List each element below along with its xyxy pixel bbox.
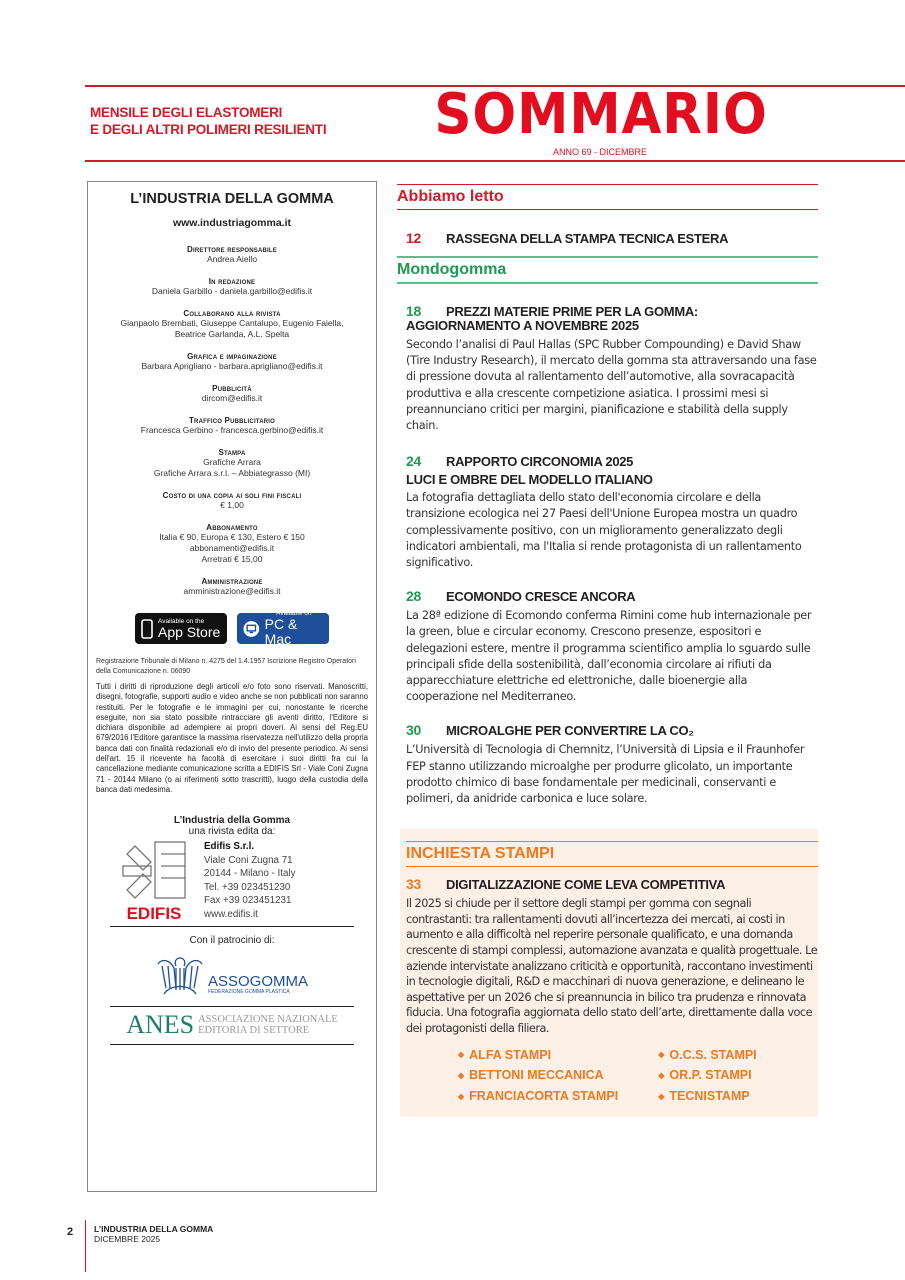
company-item: [458, 1065, 618, 1086]
article-summary: L’Università di Tecnologia di Chemnitz, l’Università di Lipsia e il Fraunhofer FEP stanno utilizzando microalghe per produrre glicolato, un importante prodotto chimico di base fondamentale per medicinali, conservanti e polimeri, da anidride carbonica e luce solare.: [406, 743, 805, 806]
eagle-icon: [156, 954, 204, 996]
tagline-line-1: MENSILE DEGLI ELASTOMERI: [90, 105, 283, 120]
footer-info: [94, 1224, 213, 1244]
section-label: Direttore responsabile: [187, 245, 277, 254]
bullet-icon: ◆: [658, 1050, 665, 1060]
app-store-big: App Store: [158, 623, 221, 640]
section-abbiamo-letto: Abbiamo letto: [397, 184, 818, 210]
publisher-city: 20144 - Milano - Italy: [204, 868, 296, 880]
section-value: Grafiche Arrara: [203, 457, 261, 467]
section-inchiesta-stampi: INCHIESTA STAMPI: [406, 841, 818, 867]
footer-rule: [85, 1220, 86, 1272]
company-item: [658, 1065, 756, 1086]
registration-text: Registrazione Tribunale di Milano n. 4275 del 1.4.1957 Iscrizione Registro Operatori della Comunicazione n. 06090: [96, 658, 356, 675]
header-bottom-rule: [85, 160, 905, 162]
page-number: 33: [406, 876, 421, 893]
publisher-website[interactable]: www.edifis.it: [204, 908, 258, 920]
section-value: Grafiche Arrara s.r.l. – Abbiategrasso (MI): [153, 468, 311, 478]
company-lists: [458, 1045, 818, 1107]
article-12[interactable]: [406, 231, 818, 246]
section-label: Abbonamento: [206, 523, 258, 532]
section-label: Pubblicità: [212, 384, 252, 393]
page-number: 12: [406, 230, 421, 246]
section-value: Andrea Aiello: [206, 254, 258, 264]
article-title: RASSEGNA DELLA STAMPA TECNICA ESTERA: [446, 231, 729, 246]
bullet-icon: ◆: [458, 1050, 465, 1060]
company-name: ALFA STAMPI: [469, 1047, 552, 1062]
page-number: 24: [406, 453, 421, 470]
app-store-button[interactable]: [135, 613, 227, 644]
divider: [110, 1006, 354, 1007]
article-title: DIGITALIZZAZIONE COME LEVA COMPETITIVA: [446, 877, 726, 893]
website-link[interactable]: www.industriagomma.it: [172, 217, 292, 229]
bullet-icon: ◆: [658, 1091, 665, 1101]
magazine-tagline: [90, 104, 326, 138]
article-title-2: LUCI E OMBRE DEL MODELLO ITALIANO: [406, 472, 653, 488]
company-list-right: [658, 1045, 756, 1107]
section-value: dircom@edifis.it: [201, 393, 263, 403]
article-title: PREZZI MATERIE PRIME PER LA GOMMA:: [446, 304, 698, 319]
company-list-left: [458, 1045, 618, 1107]
colophon-section: [88, 577, 376, 597]
issue-label: ANNO 69 - DICEMBRE: [552, 147, 648, 157]
publisher-subtitle: una rivista edita da:: [188, 826, 276, 838]
colophon-section: [88, 384, 376, 404]
monitor-icon: [243, 620, 260, 638]
article-title: RAPPORTO CIRCONOMIA 2025: [446, 454, 634, 470]
page-number: 28: [406, 588, 421, 605]
contents-column: [397, 184, 818, 1117]
article-title-2: AGGIORNAMENTO A NOVEMBRE 2025: [406, 318, 639, 333]
publisher-address: Viale Coni Zugna 71: [204, 854, 293, 866]
divider: [110, 1044, 354, 1045]
section-label: Amministrazione: [201, 577, 263, 586]
article-18[interactable]: [406, 304, 818, 434]
edifis-logo: [118, 840, 190, 922]
section-value: abbonamenti@edifis.it: [189, 543, 275, 553]
bullet-icon: ◆: [458, 1071, 465, 1081]
page-number: 30: [406, 722, 421, 739]
company-name: OR.P. STAMPI: [669, 1068, 752, 1083]
anes-sub-2: EDITORIA DI SETTORE: [198, 1025, 310, 1037]
section-label: In redazione: [208, 277, 256, 286]
section-value: € 1,00: [220, 500, 244, 510]
section-label: Stampa: [218, 448, 246, 457]
pc-mac-big: PC & Mac: [264, 616, 298, 647]
company-item: [458, 1086, 618, 1107]
assogomma-subtitle: FEDERAZIONE GOMMA PLASTICA: [207, 989, 290, 996]
company-name: TECNISTAMP: [669, 1089, 750, 1104]
section-mondogomma: Mondogomma: [397, 256, 818, 284]
section-label: Costo di una copia ai soli fini fiscali: [162, 491, 302, 500]
colophon-section: [88, 309, 376, 340]
colophon-section: [88, 245, 376, 265]
edifis-logo-text: EDIFIS: [126, 904, 182, 924]
section-value: Beatrice Garlanda, A.L. Spelta: [174, 329, 290, 339]
article-summary: Secondo l’analisi di Paul Hallas (SPC Rubber Compounding) e David Shaw (Tire Industry Research), il mercato della gomma sta attraversando una fase di pressione dovuta al rallentamento dell’automotive, alla sovracapacità produttiva e alla crescente competizione asiatica. I prossimi mesi si preannunciano critici per margini, pianificazione e stabilità della supply chain.: [406, 338, 817, 433]
article-summary: Il 2025 si chiude per il settore degli stampi per gomma con segnali contrastanti: tra rallentamenti dovuti all’incertezza dei mercati, ai costi in aumento e alla difficoltà nel reperire personale qualificato, e una domanda crescente di stampi complessi, automazione avanzata e qualità progettuale. Le aziende intervistate analizzano criticità e opportunità, raccontano investimenti in tecnologie digitali, R&D e macchinari di nuova generazione, e delineano le aspettative per un 2026 che si preannuncia in bilico tra prudenza e rinnovata fiducia. Una fotografia aggiornata dello stato dell’arte, direttamente dalla voce dei protagonisti della filiera.: [406, 897, 818, 1036]
colophon-section: [88, 491, 376, 511]
phone-icon: [141, 619, 153, 639]
bullet-icon: ◆: [658, 1071, 665, 1081]
company-item: [458, 1045, 618, 1066]
section-value: Gianpaolo Brembati, Giuseppe Cantalupo, Eugenio Faiella,: [120, 318, 344, 328]
company-name: O.C.S. STAMPI: [669, 1047, 757, 1062]
article-33[interactable]: [406, 877, 818, 1036]
article-title: ECOMONDO CRESCE ANCORA: [446, 589, 636, 605]
assogomma-name: ASSOGOMMA: [207, 973, 308, 991]
section-label: Grafica e impaginazione: [187, 352, 277, 361]
company-name: BETTONI MECCANICA: [469, 1068, 604, 1083]
store-badges: [88, 610, 376, 647]
inchiesta-box: [400, 829, 818, 1116]
anes-sub-1: ASSOCIAZIONE NAZIONALE: [198, 1014, 338, 1026]
section-value: Arretrati € 15,00: [201, 554, 263, 564]
page-title: SOMMARIO: [434, 82, 768, 147]
colophon-section: [88, 352, 376, 372]
app-store-small: Available on the: [158, 617, 205, 625]
page-number: 2: [67, 1226, 74, 1238]
assogomma-logo: [88, 952, 376, 996]
company-item: [658, 1045, 756, 1066]
footer-magazine: L’INDUSTRIA DELLA GOMMA: [94, 1224, 214, 1234]
publisher-phone: Tel. +39 023451230: [204, 881, 291, 893]
article-summary: La fotografia dettagliata dello stato dell'economia circolare e della transizione ecologica nei 27 Paesi dell'Unione Europea mostra un quadro complessivamente positivo, con un miglioramento generalizzato degli indicatori ambientali, ma l'Italia si rende protagonista di un rallentamento significativo.: [406, 491, 802, 570]
company-name: FRANCIACORTA STAMPI: [469, 1089, 619, 1104]
section-value: Barbara Aprigliano - barbara.aprigliano@edifis.it: [141, 361, 323, 371]
colophon-box: [87, 181, 377, 1192]
colophon-title: L’INDUSTRIA DELLA GOMMA: [130, 191, 334, 207]
article-30[interactable]: [406, 723, 818, 807]
section-value: Daniela Garbillo - daniela.garbillo@edifis.it: [151, 286, 313, 296]
colophon-section: [88, 448, 376, 479]
pc-mac-small: Available on: [276, 610, 312, 617]
section-label: Traffico Pubblicitario: [188, 416, 276, 425]
publisher-fax: Fax +39 023451231: [204, 895, 292, 907]
section-value: Italia € 90, Europa € 130, Estero € 150: [159, 532, 305, 542]
tagline-line-2: E DEGLI ALTRI POLIMERI RESILIENTI: [90, 122, 327, 137]
section-value: Francesca Gerbino - francesca.gerbino@edifis.it: [140, 425, 324, 435]
company-item: [658, 1086, 756, 1107]
article-summary: La 28ª edizione di Ecomondo conferma Rimini come hub internazionale per la green, blue e circular economy. Crescono presenze, espositori e delegazioni estere, mentre il programma scientifico amplia lo sguardo sulle principali sfide della sostenibilità, dall’economia circolare ai rifiuti da apparecchiature elettriche ed elettroniche, dalle bioenergie alla cooperazione nel Mediterraneo.: [406, 609, 812, 704]
colophon-section: [88, 416, 376, 436]
anes-name: ANES: [126, 1010, 195, 1040]
anes-logo: [88, 1012, 376, 1038]
patronage-label: Con il patrocinio di:: [189, 935, 275, 947]
disclaimer-text: Tutti i diritti di riproduzione degli articoli e/o foto sono riservati. Manoscritti, disegni, fotografie, supporti audio e video anche se non pubblicati non saranno restituiti. Per le fotografie e le immagini per cui, nonostante le ricerche eseguite, non sia stato possibile rintracciare gli aventi diritto, l’Editore si dichiara disponibile ad adempiere ai propri doveri. Ai sensi del Reg.EU 679/2016 l'Editore garantisce la massima riservatezza nell'utilizzo della propria banca dati con finalità redazionali e/o di invio del presente periodico. Ai sensi dell'art. 15 il ricevente ha facoltà di esercitare i suoi diritti fra cui la cancellazione mediante comunicazione scritta a EDIFIS Srl - Viale Coni Zugna 71 - 20144 Milano (o ai riferimenti sotto trascritti), luogo della custodia della banca dati medesima.: [96, 682, 368, 794]
footer-date: DICEMBRE 2025: [94, 1234, 161, 1244]
section-value: amministrazione@edifis.it: [183, 586, 281, 596]
page-number: 18: [406, 303, 421, 319]
colophon-section: [88, 277, 376, 297]
colophon-sections: [88, 245, 376, 597]
pc-mac-button[interactable]: [237, 610, 329, 647]
edifis-mark-icon: [121, 840, 187, 900]
colophon-section: [88, 523, 376, 565]
divider: [110, 926, 354, 927]
publisher-title: L’Industria della Gomma: [173, 815, 291, 827]
publisher-name: Edifis S.r.l.: [204, 841, 255, 853]
section-label: Collaborano alla rivista: [183, 309, 281, 318]
publisher-info: [204, 840, 295, 922]
publisher-block: [118, 840, 376, 922]
article-title: MICROALGHE PER CONVERTIRE LA CO₂: [446, 723, 694, 739]
article-24[interactable]: [406, 452, 818, 571]
article-28[interactable]: [406, 589, 818, 705]
bullet-icon: ◆: [458, 1091, 465, 1101]
